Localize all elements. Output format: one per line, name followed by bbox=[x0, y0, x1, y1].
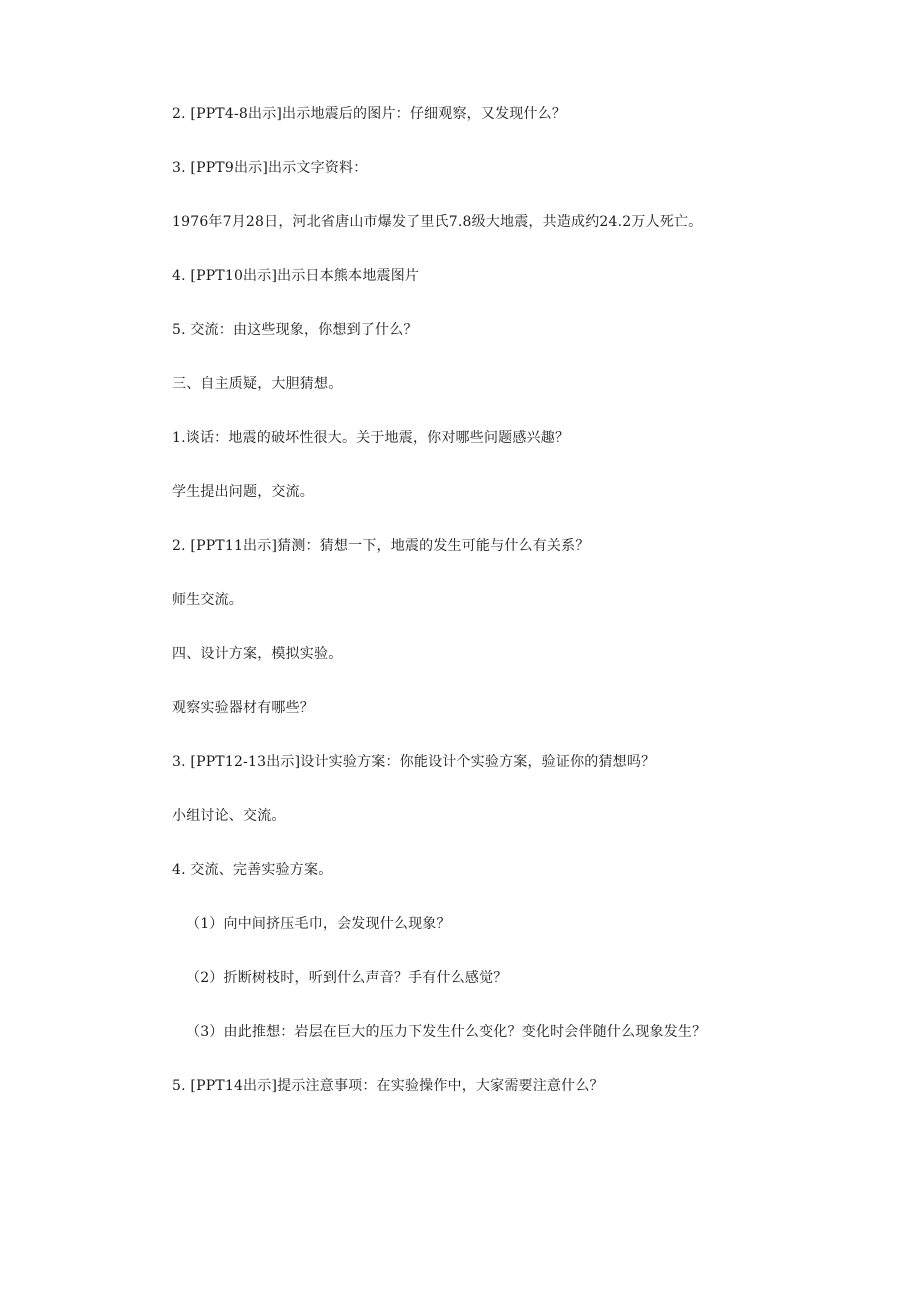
section-heading-3: 三、自主质疑，大胆猜想。 bbox=[172, 376, 343, 392]
sub-item-1-towel: （1）向中间挤压毛巾，会发现什么现象？ bbox=[186, 916, 451, 932]
paragraph-step-5-discussion: 5. 交流：由这些现象，你想到了什么？ bbox=[172, 322, 418, 338]
sub-item-2-branch: （2）折断树枝时，听到什么声音？手有什么感觉？ bbox=[186, 970, 508, 986]
paragraph-step-4-ppt10: 4. [PPT10出示]出示日本熊本地震图片 bbox=[172, 268, 420, 284]
paragraph-step-2-ppt4-8: 2. [PPT4-8出示]出示地震后的图片：仔细观察，又发现什么？ bbox=[172, 106, 567, 122]
paragraph-observe-materials: 观察实验器材有哪些？ bbox=[172, 700, 314, 716]
paragraph-step-5-ppt14: 5. [PPT14出示]提示注意事项：在实验操作中，大家需要注意什么？ bbox=[172, 1078, 604, 1094]
paragraph-step-2-ppt11: 2. [PPT11出示]猜测：猜想一下，地震的发生可能与什么有关系？ bbox=[172, 538, 590, 554]
paragraph-step-4-improve-plan: 4. 交流、完善实验方案。 bbox=[172, 862, 333, 878]
paragraph-step-3-ppt9: 3. [PPT9出示]出示文字资料： bbox=[172, 160, 368, 176]
paragraph-group-discussion: 小组讨论、交流。 bbox=[172, 808, 286, 824]
paragraph-talk: 1.谈话：地震的破坏性很大。关于地震，你对哪些问题感兴趣？ bbox=[172, 430, 570, 446]
paragraph-teacher-student-exchange: 师生交流。 bbox=[172, 592, 243, 608]
paragraph-tangshan-earthquake-fact: 1976年7月28日，河北省唐山市爆发了里氏7.8级大地震，共造成约24.2万人死亡。 bbox=[172, 214, 703, 230]
paragraph-step-3-ppt12-13: 3. [PPT12-13出示]设计实验方案：你能设计个实验方案，验证你的猜想吗？ bbox=[172, 754, 656, 770]
section-heading-4: 四、设计方案，模拟实验。 bbox=[172, 646, 343, 662]
paragraph-students-ask: 学生提出问题，交流。 bbox=[172, 484, 314, 500]
sub-item-3-inference: （3）由此推想：岩层在巨大的压力下发生什么变化？变化时会伴随什么现象发生？ bbox=[186, 1024, 707, 1040]
